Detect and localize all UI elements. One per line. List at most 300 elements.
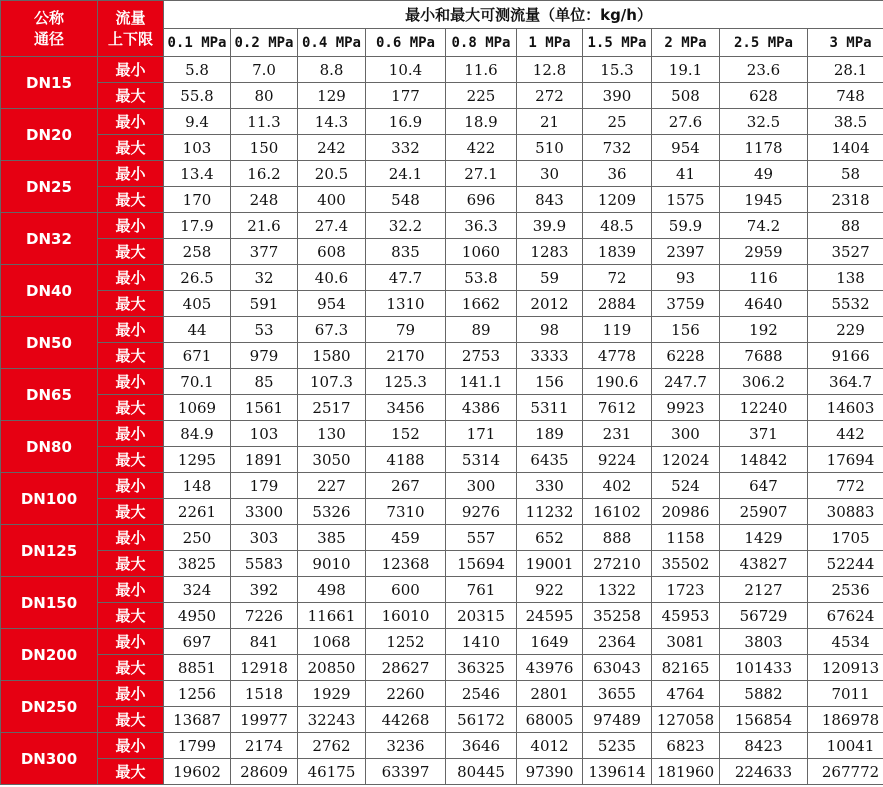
flow-value-cell: 7011 [808, 681, 883, 707]
flow-value-cell: 17694 [808, 447, 883, 473]
flow-value-cell: 442 [808, 421, 883, 447]
limit-label-max: 最大 [98, 603, 164, 629]
flow-value-cell: 1575 [652, 187, 720, 213]
flow-value-cell: 2959 [720, 239, 808, 265]
flow-value-cell: 600 [366, 577, 446, 603]
limit-label-max: 最大 [98, 135, 164, 161]
nominal-diameter-cell: DN200 [1, 629, 98, 681]
flow-value-cell: 7226 [231, 603, 298, 629]
pressure-header-cell: 2.5 MPa [720, 29, 808, 57]
flow-value-cell: 23.6 [720, 57, 808, 83]
flow-value-cell: 306.2 [720, 369, 808, 395]
limit-label-max: 最大 [98, 291, 164, 317]
flow-value-cell: 6228 [652, 343, 720, 369]
flow-value-cell: 35502 [652, 551, 720, 577]
flow-value-cell: 13687 [164, 707, 231, 733]
flow-value-cell: 1839 [583, 239, 652, 265]
flow-value-cell: 12024 [652, 447, 720, 473]
flow-value-cell: 248 [231, 187, 298, 213]
nominal-diameter-cell: DN25 [1, 161, 98, 213]
flow-value-cell: 12368 [366, 551, 446, 577]
flow-value-cell: 5532 [808, 291, 883, 317]
table-body [1, 57, 883, 785]
flow-value-cell: 16.2 [231, 161, 298, 187]
flow-value-cell: 247.7 [652, 369, 720, 395]
flow-value-cell: 225 [446, 83, 517, 109]
table-row-min [1, 161, 883, 187]
flow-value-cell: 27210 [583, 551, 652, 577]
flow-value-cell: 20.5 [298, 161, 366, 187]
flow-value-cell: 835 [366, 239, 446, 265]
flow-value-cell: 52244 [808, 551, 883, 577]
flow-value-cell: 3646 [446, 733, 517, 759]
flow-value-cell: 4764 [652, 681, 720, 707]
flow-value-cell: 6823 [652, 733, 720, 759]
limit-label-max: 最大 [98, 707, 164, 733]
flow-value-cell: 12240 [720, 395, 808, 421]
flow-value-cell: 28627 [366, 655, 446, 681]
limit-label-min: 最小 [98, 317, 164, 343]
flow-value-cell: 1252 [366, 629, 446, 655]
flow-value-cell: 19602 [164, 759, 231, 785]
flow-value-cell: 3825 [164, 551, 231, 577]
flow-value-cell: 67.3 [298, 317, 366, 343]
nominal-diameter-cell: DN20 [1, 109, 98, 161]
flow-value-cell: 8851 [164, 655, 231, 681]
table-row-min [1, 525, 883, 551]
flow-value-cell: 548 [366, 187, 446, 213]
flow-value-cell: 46175 [298, 759, 366, 785]
flow-value-cell: 27.6 [652, 109, 720, 135]
flow-value-cell: 2546 [446, 681, 517, 707]
flow-value-cell: 9224 [583, 447, 652, 473]
nominal-diameter-cell: DN250 [1, 681, 98, 733]
limit-label-min: 最小 [98, 161, 164, 187]
flow-value-cell: 53.8 [446, 265, 517, 291]
flow-value-cell: 229 [808, 317, 883, 343]
flow-value-cell: 156 [517, 369, 583, 395]
flow-value-cell: 5311 [517, 395, 583, 421]
flow-value-cell: 20315 [446, 603, 517, 629]
pressure-header-cell: 1.5 MPa [583, 29, 652, 57]
nominal-diameter-cell: DN300 [1, 733, 98, 785]
flow-value-cell: 979 [231, 343, 298, 369]
flow-value-cell: 97489 [583, 707, 652, 733]
flow-value-cell: 85 [231, 369, 298, 395]
flow-value-cell: 3333 [517, 343, 583, 369]
flow-value-cell: 300 [652, 421, 720, 447]
flow-value-cell: 12918 [231, 655, 298, 681]
limit-label-min: 最小 [98, 525, 164, 551]
flow-value-cell: 7.0 [231, 57, 298, 83]
table-row-min [1, 213, 883, 239]
flow-value-cell: 107.3 [298, 369, 366, 395]
flow-value-cell: 1322 [583, 577, 652, 603]
flow-value-cell: 390 [583, 83, 652, 109]
flow-value-cell: 55.8 [164, 83, 231, 109]
nominal-diameter-cell: DN125 [1, 525, 98, 577]
nominal-diameter-cell: DN32 [1, 213, 98, 265]
flow-value-cell: 93 [652, 265, 720, 291]
nominal-diameter-cell: DN100 [1, 473, 98, 525]
flow-value-cell: 16.9 [366, 109, 446, 135]
flow-value-cell: 1158 [652, 525, 720, 551]
flow-value-cell: 11.6 [446, 57, 517, 83]
limit-label-max: 最大 [98, 759, 164, 785]
flow-value-cell: 671 [164, 343, 231, 369]
table-title: 最小和最大可测流量（单位：kg/h） [164, 1, 883, 29]
flow-value-cell: 9923 [652, 395, 720, 421]
flow-value-cell: 1178 [720, 135, 808, 161]
limit-label-max: 最大 [98, 447, 164, 473]
flow-value-cell: 14603 [808, 395, 883, 421]
flow-value-cell: 139614 [583, 759, 652, 785]
table-row-max [1, 187, 883, 213]
flow-value-cell: 9.4 [164, 109, 231, 135]
table-row-max [1, 707, 883, 733]
flow-value-cell: 402 [583, 473, 652, 499]
nominal-diameter-cell: DN15 [1, 57, 98, 109]
flow-value-cell: 696 [446, 187, 517, 213]
flow-value-cell: 58 [808, 161, 883, 187]
flow-value-cell: 2884 [583, 291, 652, 317]
pressure-header-cell: 1 MPa [517, 29, 583, 57]
flow-value-cell: 26.5 [164, 265, 231, 291]
limit-label-min: 最小 [98, 369, 164, 395]
flow-value-cell: 1518 [231, 681, 298, 707]
flow-value-cell: 841 [231, 629, 298, 655]
table-row-max [1, 447, 883, 473]
flow-value-cell: 4950 [164, 603, 231, 629]
pressure-header-cell: 3 MPa [808, 29, 883, 57]
flow-value-cell: 3081 [652, 629, 720, 655]
flow-value-cell: 1295 [164, 447, 231, 473]
flow-value-cell: 405 [164, 291, 231, 317]
flow-value-cell: 28.1 [808, 57, 883, 83]
flow-value-cell: 152 [366, 421, 446, 447]
flow-value-cell: 2397 [652, 239, 720, 265]
flow-value-cell: 5326 [298, 499, 366, 525]
flow-value-cell: 400 [298, 187, 366, 213]
flow-value-cell: 11.3 [231, 109, 298, 135]
flow-value-cell: 1310 [366, 291, 446, 317]
flow-value-cell: 459 [366, 525, 446, 551]
flow-value-cell: 24.1 [366, 161, 446, 187]
table-row-min [1, 265, 883, 291]
flow-value-cell: 591 [231, 291, 298, 317]
flow-value-cell: 43827 [720, 551, 808, 577]
flow-value-cell: 332 [366, 135, 446, 161]
pressure-header-cell: 0.1 MPa [164, 29, 231, 57]
flow-value-cell: 40.6 [298, 265, 366, 291]
flow-value-cell: 1662 [446, 291, 517, 317]
flow-value-cell: 2261 [164, 499, 231, 525]
flow-value-cell: 70.1 [164, 369, 231, 395]
flow-value-cell: 324 [164, 577, 231, 603]
flow-value-cell: 3050 [298, 447, 366, 473]
flow-value-cell: 36.3 [446, 213, 517, 239]
flow-value-cell: 1060 [446, 239, 517, 265]
flow-value-cell: 2364 [583, 629, 652, 655]
flow-value-cell: 120913 [808, 655, 883, 681]
flow-value-cell: 41 [652, 161, 720, 187]
flow-value-cell: 1705 [808, 525, 883, 551]
flow-value-cell: 129 [298, 83, 366, 109]
flow-value-cell: 19977 [231, 707, 298, 733]
pressure-header-cell: 2 MPa [652, 29, 720, 57]
flow-value-cell: 80445 [446, 759, 517, 785]
flow-value-cell: 303 [231, 525, 298, 551]
flow-value-cell: 79 [366, 317, 446, 343]
limit-label-max: 最大 [98, 343, 164, 369]
flow-value-cell: 954 [298, 291, 366, 317]
flow-value-cell: 186978 [808, 707, 883, 733]
flow-value-cell: 181960 [652, 759, 720, 785]
flow-value-cell: 13.4 [164, 161, 231, 187]
flow-value-cell: 510 [517, 135, 583, 161]
table-header [1, 1, 883, 57]
flow-value-cell: 227 [298, 473, 366, 499]
table-row-max [1, 499, 883, 525]
flow-value-cell: 524 [652, 473, 720, 499]
flow-value-cell: 5583 [231, 551, 298, 577]
flow-value-cell: 5882 [720, 681, 808, 707]
flow-value-cell: 2127 [720, 577, 808, 603]
flow-value-cell: 371 [720, 421, 808, 447]
flow-value-cell: 9276 [446, 499, 517, 525]
pressure-header-cell: 0.4 MPa [298, 29, 366, 57]
nominal-diameter-cell: DN65 [1, 369, 98, 421]
flow-value-cell: 84.9 [164, 421, 231, 447]
flow-value-cell: 7310 [366, 499, 446, 525]
table-row-min [1, 317, 883, 343]
limit-label-min: 最小 [98, 629, 164, 655]
flow-value-cell: 1410 [446, 629, 517, 655]
flow-value-cell: 5235 [583, 733, 652, 759]
pressure-header-cell: 0.2 MPa [231, 29, 298, 57]
flow-value-cell: 156854 [720, 707, 808, 733]
flow-value-cell: 38.5 [808, 109, 883, 135]
flow-value-cell: 6435 [517, 447, 583, 473]
flow-value-cell: 1283 [517, 239, 583, 265]
flow-value-cell: 32.2 [366, 213, 446, 239]
flow-value-cell: 258 [164, 239, 231, 265]
flow-value-cell: 267772 [808, 759, 883, 785]
pressure-header-cell: 0.6 MPa [366, 29, 446, 57]
table-row-max [1, 239, 883, 265]
flow-value-cell: 647 [720, 473, 808, 499]
flow-value-cell: 28609 [231, 759, 298, 785]
flow-value-cell: 59 [517, 265, 583, 291]
flow-value-cell: 25 [583, 109, 652, 135]
flow-value-cell: 15.3 [583, 57, 652, 83]
flow-value-cell: 48.5 [583, 213, 652, 239]
flow-value-cell: 36 [583, 161, 652, 187]
flow-value-cell: 843 [517, 187, 583, 213]
flow-value-cell: 25907 [720, 499, 808, 525]
limit-label-max: 最大 [98, 83, 164, 109]
flow-value-cell: 47.7 [366, 265, 446, 291]
flow-value-cell: 30883 [808, 499, 883, 525]
limit-label-min: 最小 [98, 57, 164, 83]
flow-value-cell: 3803 [720, 629, 808, 655]
flow-value-cell: 3456 [366, 395, 446, 421]
flow-value-cell: 21.6 [231, 213, 298, 239]
nominal-diameter-cell: DN40 [1, 265, 98, 317]
flow-value-cell: 14842 [720, 447, 808, 473]
flow-value-cell: 1799 [164, 733, 231, 759]
flow-value-cell: 2318 [808, 187, 883, 213]
limit-label-min: 最小 [98, 213, 164, 239]
table-row-min [1, 473, 883, 499]
flow-value-cell: 652 [517, 525, 583, 551]
flow-value-cell: 170 [164, 187, 231, 213]
nominal-diameter-cell: DN50 [1, 317, 98, 369]
flow-value-cell: 3527 [808, 239, 883, 265]
flow-value-cell: 101433 [720, 655, 808, 681]
nominal-diameter-cell: DN150 [1, 577, 98, 629]
flow-value-cell: 119 [583, 317, 652, 343]
flow-value-cell: 88 [808, 213, 883, 239]
flow-value-cell: 422 [446, 135, 517, 161]
flow-value-cell: 148 [164, 473, 231, 499]
flow-value-cell: 21 [517, 109, 583, 135]
flow-value-cell: 116 [720, 265, 808, 291]
flow-value-cell: 19.1 [652, 57, 720, 83]
flow-value-cell: 4012 [517, 733, 583, 759]
flow-value-cell: 190.6 [583, 369, 652, 395]
flow-value-cell: 19001 [517, 551, 583, 577]
flow-value-cell: 2536 [808, 577, 883, 603]
flow-value-cell: 385 [298, 525, 366, 551]
flow-value-cell: 141.1 [446, 369, 517, 395]
flow-value-cell: 11661 [298, 603, 366, 629]
flow-value-cell: 177 [366, 83, 446, 109]
flow-value-cell: 392 [231, 577, 298, 603]
flow-value-cell: 138 [808, 265, 883, 291]
flow-value-cell: 1561 [231, 395, 298, 421]
flow-value-cell: 125.3 [366, 369, 446, 395]
flow-value-cell: 189 [517, 421, 583, 447]
table-row-min [1, 421, 883, 447]
flow-value-cell: 1069 [164, 395, 231, 421]
flow-value-cell: 53 [231, 317, 298, 343]
flow-value-cell: 5314 [446, 447, 517, 473]
flow-value-cell: 9010 [298, 551, 366, 577]
flow-value-cell: 171 [446, 421, 517, 447]
flow-value-cell: 89 [446, 317, 517, 343]
flow-value-cell: 557 [446, 525, 517, 551]
flow-value-cell: 1891 [231, 447, 298, 473]
flow-value-cell: 80 [231, 83, 298, 109]
flow-value-cell: 11232 [517, 499, 583, 525]
flow-value-cell: 130 [298, 421, 366, 447]
flow-value-cell: 267 [366, 473, 446, 499]
flow-value-cell: 17.9 [164, 213, 231, 239]
flow-value-cell: 4386 [446, 395, 517, 421]
flow-value-cell: 68005 [517, 707, 583, 733]
table-row-max [1, 395, 883, 421]
flow-value-cell: 20850 [298, 655, 366, 681]
flow-value-cell: 608 [298, 239, 366, 265]
table-row-max [1, 135, 883, 161]
limit-label-min: 最小 [98, 733, 164, 759]
flow-value-cell: 12.8 [517, 57, 583, 83]
flow-value-cell: 72 [583, 265, 652, 291]
table-row-max [1, 343, 883, 369]
flow-value-cell: 4188 [366, 447, 446, 473]
flow-value-cell: 45953 [652, 603, 720, 629]
flow-value-cell: 1723 [652, 577, 720, 603]
flow-value-cell: 224633 [720, 759, 808, 785]
flow-value-cell: 508 [652, 83, 720, 109]
flow-value-cell: 2260 [366, 681, 446, 707]
flow-value-cell: 56729 [720, 603, 808, 629]
limit-label-min: 最小 [98, 265, 164, 291]
nominal-diameter-header [1, 1, 98, 57]
flow-value-cell: 7612 [583, 395, 652, 421]
table-row-max [1, 551, 883, 577]
flow-value-cell: 4778 [583, 343, 652, 369]
flow-value-cell: 103 [231, 421, 298, 447]
limit-label-max: 最大 [98, 395, 164, 421]
flow-value-cell: 18.9 [446, 109, 517, 135]
flow-value-cell: 16010 [366, 603, 446, 629]
flow-value-cell: 36325 [446, 655, 517, 681]
flow-value-cell: 32.5 [720, 109, 808, 135]
limit-label-min: 最小 [98, 681, 164, 707]
flow-value-cell: 2753 [446, 343, 517, 369]
flow-value-cell: 24595 [517, 603, 583, 629]
flow-value-cell: 2801 [517, 681, 583, 707]
flow-value-cell: 179 [231, 473, 298, 499]
flow-value-cell: 628 [720, 83, 808, 109]
flow-value-cell: 1945 [720, 187, 808, 213]
flow-value-cell: 377 [231, 239, 298, 265]
flow-value-cell: 772 [808, 473, 883, 499]
flow-value-cell: 3300 [231, 499, 298, 525]
flow-value-cell: 4534 [808, 629, 883, 655]
table-row-max [1, 655, 883, 681]
flow-value-cell: 15694 [446, 551, 517, 577]
flow-value-cell: 1649 [517, 629, 583, 655]
flow-value-cell: 10041 [808, 733, 883, 759]
flow-limit-header [98, 1, 164, 57]
flow-value-cell: 63397 [366, 759, 446, 785]
flow-value-cell: 27.4 [298, 213, 366, 239]
table-row-max [1, 291, 883, 317]
nominal-diameter-header-line2: 通径 [33, 29, 64, 48]
flow-value-cell: 127058 [652, 707, 720, 733]
table-row-min [1, 57, 883, 83]
flow-value-cell: 697 [164, 629, 231, 655]
flow-value-cell: 5.8 [164, 57, 231, 83]
limit-label-min: 最小 [98, 473, 164, 499]
flow-value-cell: 1209 [583, 187, 652, 213]
limit-label-max: 最大 [98, 655, 164, 681]
flow-value-cell: 761 [446, 577, 517, 603]
flow-value-cell: 49 [720, 161, 808, 187]
flow-value-cell: 250 [164, 525, 231, 551]
flow-value-cell: 44268 [366, 707, 446, 733]
flow-value-cell: 300 [446, 473, 517, 499]
flow-value-cell: 7688 [720, 343, 808, 369]
flow-value-cell: 59.9 [652, 213, 720, 239]
flow-value-cell: 1404 [808, 135, 883, 161]
flow-value-cell: 32243 [298, 707, 366, 733]
flow-value-cell: 35258 [583, 603, 652, 629]
flow-value-cell: 732 [583, 135, 652, 161]
